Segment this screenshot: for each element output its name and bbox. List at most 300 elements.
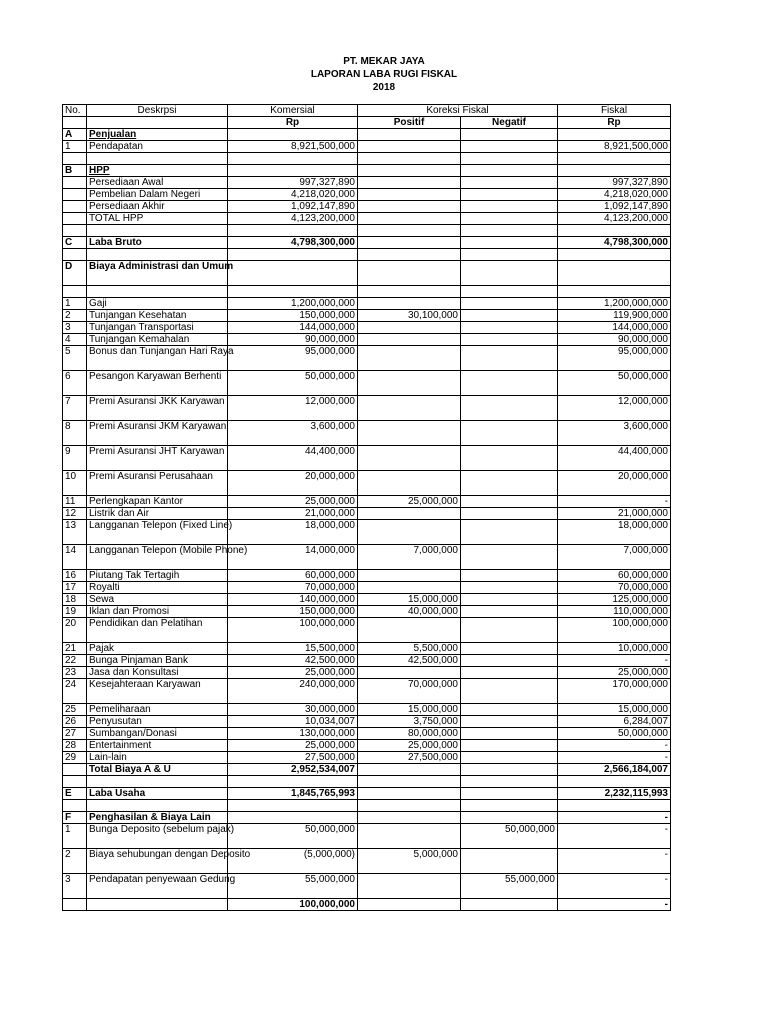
koreksi-positif-value xyxy=(358,618,461,643)
row-number xyxy=(63,899,87,911)
row-number: 1 xyxy=(63,824,87,849)
spacer-row xyxy=(63,225,671,237)
row-number: 9 xyxy=(63,446,87,471)
koreksi-positif-value xyxy=(358,298,461,310)
row-description: Kesejahteraan Karyawan xyxy=(87,679,228,704)
empty-cell xyxy=(228,225,358,237)
col-fiskal-unit: Rp xyxy=(558,117,671,129)
koreksi-negatif-value xyxy=(461,740,558,752)
row-number: 20 xyxy=(63,618,87,643)
koreksi-positif-value xyxy=(358,261,461,286)
table-row xyxy=(63,764,671,776)
table-row xyxy=(63,471,671,496)
koreksi-positif-value xyxy=(358,237,461,249)
col-fiskal-header: Fiskal xyxy=(558,105,671,117)
row-number: 12 xyxy=(63,508,87,520)
table-row xyxy=(63,545,671,570)
empty-cell xyxy=(358,286,461,298)
report-year: 2018 xyxy=(372,82,396,93)
komersial-value: 50,000,000 xyxy=(228,824,358,849)
fiskal-value: 12,000,000 xyxy=(558,396,671,421)
empty-cell xyxy=(461,153,558,165)
koreksi-negatif-value xyxy=(461,594,558,606)
komersial-value: 55,000,000 xyxy=(228,874,358,899)
empty-cell xyxy=(87,800,228,812)
table-row xyxy=(63,788,671,800)
col-koreksi-header: Koreksi Fiskal xyxy=(358,105,558,117)
koreksi-negatif-value xyxy=(461,213,558,225)
table-row xyxy=(63,129,671,141)
table-row xyxy=(63,261,671,286)
koreksi-negatif-value xyxy=(461,618,558,643)
row-number: 7 xyxy=(63,396,87,421)
komersial-value: 140,000,000 xyxy=(228,594,358,606)
koreksi-positif-value xyxy=(358,764,461,776)
empty-cell xyxy=(228,776,358,788)
row-description: Pendapatan penyewaan Gedung xyxy=(87,874,228,899)
komersial-value: 3,600,000 xyxy=(228,421,358,446)
fiskal-value: - xyxy=(558,740,671,752)
koreksi-negatif-value xyxy=(461,177,558,189)
komersial-value: 1,092,147,890 xyxy=(228,201,358,213)
koreksi-positif-value: 5,000,000 xyxy=(358,849,461,874)
table-body xyxy=(63,129,671,911)
table-row xyxy=(63,594,671,606)
koreksi-negatif-value xyxy=(461,322,558,334)
koreksi-negatif-value xyxy=(461,129,558,141)
empty-cell xyxy=(558,225,671,237)
table-row xyxy=(63,643,671,655)
koreksi-positif-value xyxy=(358,396,461,421)
komersial-value: 15,500,000 xyxy=(228,643,358,655)
row-number: 23 xyxy=(63,667,87,679)
table-row xyxy=(63,298,671,310)
koreksi-negatif-value xyxy=(461,471,558,496)
empty-cell xyxy=(558,286,671,298)
koreksi-positif-value: 80,000,000 xyxy=(358,728,461,740)
koreksi-positif-value xyxy=(358,824,461,849)
empty-cell xyxy=(87,249,228,261)
row-number: 29 xyxy=(63,752,87,764)
fiskal-value xyxy=(558,261,671,286)
table-row xyxy=(63,496,671,508)
empty-cell xyxy=(358,776,461,788)
komersial-value: 4,218,020,000 xyxy=(228,189,358,201)
row-number: F xyxy=(63,812,87,824)
koreksi-positif-value xyxy=(358,899,461,911)
row-number: 1 xyxy=(63,141,87,153)
koreksi-positif-value xyxy=(358,520,461,545)
col-komersial-unit: Rp xyxy=(228,117,358,129)
koreksi-negatif-value xyxy=(461,545,558,570)
table-row xyxy=(63,508,671,520)
empty-cell xyxy=(87,286,228,298)
koreksi-negatif-value xyxy=(461,655,558,667)
table-row xyxy=(63,177,671,189)
table-row xyxy=(63,679,671,704)
table-row xyxy=(63,570,671,582)
komersial-value: 90,000,000 xyxy=(228,334,358,346)
row-number xyxy=(63,213,87,225)
row-description: Biaya sehubungan dengan Deposito xyxy=(87,849,228,874)
table-row xyxy=(63,237,671,249)
fiskal-value: - xyxy=(558,874,671,899)
koreksi-positif-value: 25,000,000 xyxy=(358,496,461,508)
koreksi-positif-value xyxy=(358,129,461,141)
row-number: 16 xyxy=(63,570,87,582)
koreksi-positif-value xyxy=(358,421,461,446)
koreksi-positif-value xyxy=(358,346,461,371)
komersial-value: 50,000,000 xyxy=(228,371,358,396)
table-row xyxy=(63,520,671,545)
fiskal-value: 1,200,000,000 xyxy=(558,298,671,310)
koreksi-positif-value xyxy=(358,177,461,189)
row-description: Pendidikan dan Pelatihan xyxy=(87,618,228,643)
koreksi-negatif-value xyxy=(461,446,558,471)
row-number: 19 xyxy=(63,606,87,618)
fiskal-value: - xyxy=(558,655,671,667)
koreksi-positif-value: 25,000,000 xyxy=(358,740,461,752)
koreksi-negatif-value xyxy=(461,716,558,728)
table-row xyxy=(63,141,671,153)
fiskal-value: 125,000,000 xyxy=(558,594,671,606)
koreksi-negatif-value xyxy=(461,334,558,346)
table-row xyxy=(63,728,671,740)
row-description: Penyusutan xyxy=(87,716,228,728)
row-number: 1 xyxy=(63,298,87,310)
fiskal-value: 4,798,300,000 xyxy=(558,237,671,249)
row-number: B xyxy=(63,165,87,177)
koreksi-positif-value xyxy=(358,189,461,201)
koreksi-positif-value: 5,500,000 xyxy=(358,643,461,655)
komersial-value: 10,034,007 xyxy=(228,716,358,728)
koreksi-positif-value xyxy=(358,788,461,800)
empty-cell xyxy=(63,800,87,812)
komersial-value: 21,000,000 xyxy=(228,508,358,520)
row-number: 4 xyxy=(63,334,87,346)
fiskal-value: 2,232,115,993 xyxy=(558,788,671,800)
fiskal-value: - xyxy=(558,812,671,824)
koreksi-negatif-value xyxy=(461,371,558,396)
row-number xyxy=(63,189,87,201)
table-row xyxy=(63,582,671,594)
koreksi-positif-value: 70,000,000 xyxy=(358,679,461,704)
fiskal-value: 20,000,000 xyxy=(558,471,671,496)
komersial-value: 1,200,000,000 xyxy=(228,298,358,310)
row-number: 8 xyxy=(63,421,87,446)
komersial-value xyxy=(228,812,358,824)
fiskal-value xyxy=(558,165,671,177)
table-row xyxy=(63,704,671,716)
empty-cell xyxy=(87,153,228,165)
row-description: Lain-lain xyxy=(87,752,228,764)
table-row xyxy=(63,824,671,849)
empty-cell xyxy=(228,153,358,165)
row-description: Royalti xyxy=(87,582,228,594)
col-no-header: No. xyxy=(63,105,87,117)
row-number: 17 xyxy=(63,582,87,594)
fiskal-value: - xyxy=(558,752,671,764)
row-number xyxy=(63,177,87,189)
koreksi-negatif-value xyxy=(461,764,558,776)
empty-cell xyxy=(63,249,87,261)
empty-cell xyxy=(558,776,671,788)
koreksi-negatif-value: 50,000,000 xyxy=(461,824,558,849)
row-number: 27 xyxy=(63,728,87,740)
komersial-value: 60,000,000 xyxy=(228,570,358,582)
komersial-value: 44,400,000 xyxy=(228,446,358,471)
koreksi-positif-value xyxy=(358,371,461,396)
fiskal-value: 2,566,184,007 xyxy=(558,764,671,776)
fiskal-value: - xyxy=(558,824,671,849)
income-statement-table xyxy=(62,104,671,911)
header-row-1 xyxy=(63,105,671,117)
fiskal-value: 70,000,000 xyxy=(558,582,671,594)
fiskal-value: 60,000,000 xyxy=(558,570,671,582)
row-description: Persediaan Awal xyxy=(87,177,228,189)
fiskal-value xyxy=(558,129,671,141)
row-description: Laba Bruto xyxy=(87,237,228,249)
koreksi-negatif-value: 55,000,000 xyxy=(461,874,558,899)
empty-cell xyxy=(558,249,671,261)
komersial-value: 20,000,000 xyxy=(228,471,358,496)
komersial-value: 997,327,890 xyxy=(228,177,358,189)
koreksi-positif-value xyxy=(358,165,461,177)
header-blank xyxy=(63,117,87,129)
row-number: 2 xyxy=(63,849,87,874)
komersial-value: 100,000,000 xyxy=(228,899,358,911)
fiskal-value: 110,000,000 xyxy=(558,606,671,618)
koreksi-negatif-value xyxy=(461,643,558,655)
komersial-value xyxy=(228,165,358,177)
row-number: E xyxy=(63,788,87,800)
row-number: 18 xyxy=(63,594,87,606)
koreksi-positif-value xyxy=(358,667,461,679)
koreksi-negatif-value xyxy=(461,788,558,800)
koreksi-positif-value: 30,100,000 xyxy=(358,310,461,322)
row-description: Langganan Telepon (Fixed Line) xyxy=(87,520,228,545)
row-description: Penghasilan & Biaya Lain xyxy=(87,812,228,824)
table-row xyxy=(63,189,671,201)
komersial-value: 144,000,000 xyxy=(228,322,358,334)
table-row xyxy=(63,752,671,764)
empty-cell xyxy=(228,800,358,812)
row-description: HPP xyxy=(87,165,228,177)
fiskal-value: 44,400,000 xyxy=(558,446,671,471)
row-description: Perlengkapan Kantor xyxy=(87,496,228,508)
row-number: 6 xyxy=(63,371,87,396)
koreksi-negatif-value xyxy=(461,141,558,153)
table-row xyxy=(63,667,671,679)
empty-cell xyxy=(358,153,461,165)
fiskal-value: 100,000,000 xyxy=(558,618,671,643)
fiskal-value: - xyxy=(558,496,671,508)
row-description: Listrik dan Air xyxy=(87,508,228,520)
table-row xyxy=(63,346,671,371)
komersial-value: 42,500,000 xyxy=(228,655,358,667)
koreksi-negatif-value xyxy=(461,237,558,249)
koreksi-negatif-value xyxy=(461,496,558,508)
koreksi-positif-value: 40,000,000 xyxy=(358,606,461,618)
row-description: Premi Asuransi JKM Karyawan xyxy=(87,421,228,446)
fiskal-value: 4,123,200,000 xyxy=(558,213,671,225)
koreksi-positif-value: 15,000,000 xyxy=(358,704,461,716)
empty-cell xyxy=(358,225,461,237)
koreksi-negatif-value xyxy=(461,728,558,740)
empty-cell xyxy=(461,286,558,298)
table-row xyxy=(63,899,671,911)
empty-cell xyxy=(461,800,558,812)
col-negatif-header: Negatif xyxy=(461,117,558,129)
komersial-value: 240,000,000 xyxy=(228,679,358,704)
row-description: Entertainment xyxy=(87,740,228,752)
header-row-2 xyxy=(63,117,671,129)
row-number: A xyxy=(63,129,87,141)
row-description: Gaji xyxy=(87,298,228,310)
row-number: 3 xyxy=(63,322,87,334)
company-name: PT. MEKAR JAYA xyxy=(343,56,425,67)
row-number: C xyxy=(63,237,87,249)
komersial-value: 95,000,000 xyxy=(228,346,358,371)
header-blank xyxy=(87,117,228,129)
koreksi-negatif-value xyxy=(461,570,558,582)
row-number: 25 xyxy=(63,704,87,716)
spacer-row xyxy=(63,776,671,788)
row-number: 2 xyxy=(63,310,87,322)
komersial-value: 25,000,000 xyxy=(228,740,358,752)
koreksi-negatif-value xyxy=(461,201,558,213)
table-row xyxy=(63,740,671,752)
koreksi-positif-value: 27,500,000 xyxy=(358,752,461,764)
komersial-value: 18,000,000 xyxy=(228,520,358,545)
col-positif-header: Positif xyxy=(358,117,461,129)
row-description: Pajak xyxy=(87,643,228,655)
fiskal-value: - xyxy=(558,849,671,874)
komersial-value: 150,000,000 xyxy=(228,310,358,322)
koreksi-negatif-value xyxy=(461,165,558,177)
koreksi-positif-value xyxy=(358,201,461,213)
fiskal-value: 18,000,000 xyxy=(558,520,671,545)
row-number: 14 xyxy=(63,545,87,570)
table-row xyxy=(63,310,671,322)
empty-cell xyxy=(228,249,358,261)
komersial-value: 4,798,300,000 xyxy=(228,237,358,249)
table-row xyxy=(63,421,671,446)
koreksi-positif-value xyxy=(358,874,461,899)
koreksi-positif-value: 3,750,000 xyxy=(358,716,461,728)
table-row xyxy=(63,396,671,421)
row-number: 22 xyxy=(63,655,87,667)
koreksi-negatif-value xyxy=(461,752,558,764)
row-number xyxy=(63,764,87,776)
row-description: Tunjangan Kemahalan xyxy=(87,334,228,346)
komersial-value: 25,000,000 xyxy=(228,496,358,508)
row-description: Premi Asuransi Perusahaan xyxy=(87,471,228,496)
spacer-row xyxy=(63,286,671,298)
table-row xyxy=(63,165,671,177)
komersial-value: 27,500,000 xyxy=(228,752,358,764)
row-description: Bonus dan Tunjangan Hari Raya xyxy=(87,346,228,371)
table-row xyxy=(63,201,671,213)
empty-cell xyxy=(461,225,558,237)
koreksi-positif-value: 15,000,000 xyxy=(358,594,461,606)
komersial-value: 100,000,000 xyxy=(228,618,358,643)
col-desc-header: Deskrpsi xyxy=(87,105,228,117)
fiskal-value: 170,000,000 xyxy=(558,679,671,704)
komersial-value: 1,845,765,993 xyxy=(228,788,358,800)
komersial-value: 8,921,500,000 xyxy=(228,141,358,153)
row-number xyxy=(63,201,87,213)
fiskal-value: 8,921,500,000 xyxy=(558,141,671,153)
row-number: 13 xyxy=(63,520,87,545)
koreksi-negatif-value xyxy=(461,298,558,310)
row-number: 11 xyxy=(63,496,87,508)
table-row xyxy=(63,849,671,874)
koreksi-positif-value xyxy=(358,322,461,334)
table-row xyxy=(63,812,671,824)
empty-cell xyxy=(461,249,558,261)
koreksi-negatif-value xyxy=(461,606,558,618)
table-row xyxy=(63,618,671,643)
koreksi-negatif-value xyxy=(461,812,558,824)
fiskal-value: 25,000,000 xyxy=(558,667,671,679)
komersial-value: 150,000,000 xyxy=(228,606,358,618)
row-description: Sumbangan/Donasi xyxy=(87,728,228,740)
fiskal-value: 6,284,007 xyxy=(558,716,671,728)
komersial-value: 14,000,000 xyxy=(228,545,358,570)
row-number: 10 xyxy=(63,471,87,496)
fiskal-value: 50,000,000 xyxy=(558,728,671,740)
koreksi-positif-value xyxy=(358,213,461,225)
row-description: Pesangon Karyawan Berhenti xyxy=(87,371,228,396)
row-number: 26 xyxy=(63,716,87,728)
koreksi-positif-value xyxy=(358,446,461,471)
koreksi-negatif-value xyxy=(461,679,558,704)
koreksi-positif-value xyxy=(358,582,461,594)
fiskal-value: 21,000,000 xyxy=(558,508,671,520)
row-description: Iklan dan Promosi xyxy=(87,606,228,618)
table-row xyxy=(63,371,671,396)
row-number: 21 xyxy=(63,643,87,655)
row-description: Total Biaya A & U xyxy=(87,764,228,776)
table-row xyxy=(63,655,671,667)
koreksi-positif-value xyxy=(358,508,461,520)
empty-cell xyxy=(63,286,87,298)
koreksi-positif-value: 7,000,000 xyxy=(358,545,461,570)
fiskal-value: 997,327,890 xyxy=(558,177,671,189)
komersial-value: 2,952,534,007 xyxy=(228,764,358,776)
row-description: Jasa dan Konsultasi xyxy=(87,667,228,679)
koreksi-negatif-value xyxy=(461,520,558,545)
fiskal-value: 144,000,000 xyxy=(558,322,671,334)
komersial-value: 25,000,000 xyxy=(228,667,358,679)
komersial-value: 4,123,200,000 xyxy=(228,213,358,225)
komersial-value: 130,000,000 xyxy=(228,728,358,740)
empty-cell xyxy=(358,249,461,261)
empty-cell xyxy=(63,225,87,237)
spacer-row xyxy=(63,153,671,165)
koreksi-negatif-value xyxy=(461,849,558,874)
fiskal-value: 15,000,000 xyxy=(558,704,671,716)
row-description: Biaya Administrasi dan Umum xyxy=(87,261,228,286)
empty-cell xyxy=(558,153,671,165)
empty-cell xyxy=(87,225,228,237)
komersial-value xyxy=(228,129,358,141)
empty-cell xyxy=(63,153,87,165)
koreksi-positif-value: 42,500,000 xyxy=(358,655,461,667)
komersial-value xyxy=(228,261,358,286)
row-description: Pendapatan xyxy=(87,141,228,153)
